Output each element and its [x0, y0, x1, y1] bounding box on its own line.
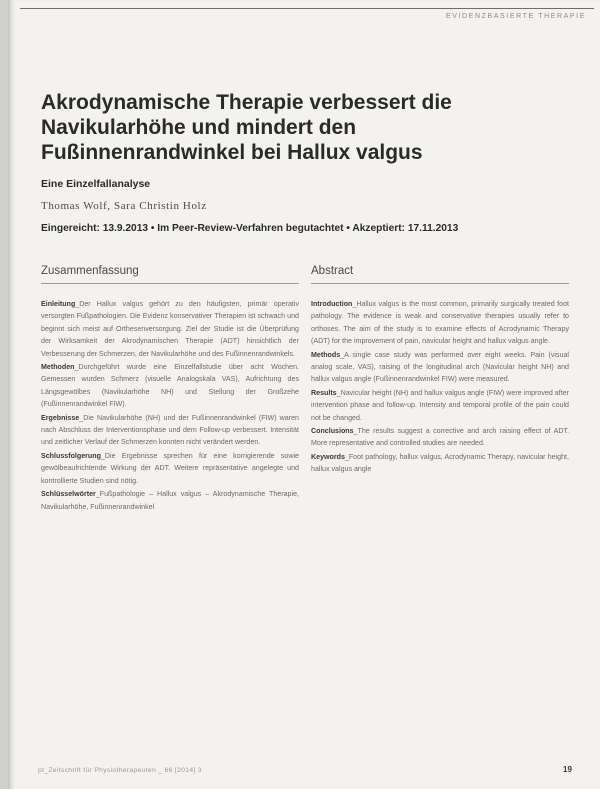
article-authors: Thomas Wolf, Sara Christin Holz: [41, 200, 207, 212]
paragraph-lead: Conclusions: [311, 427, 354, 436]
abstract-paragraph: [311, 425, 569, 450]
submission-dates: Eingereicht: 13.9.2013 • Im Peer-Review-Verfahren begutachtet • Akzeptiert: 17.11.2013: [41, 223, 459, 234]
abstract-paragraph: [311, 349, 569, 386]
article-title: Akrodynamische Therapie verbessert die Navikularhöhe und mindert den Fußinnenrandwinkel bei Hallux valgus: [41, 91, 452, 164]
section-kicker: EVIDENZBASIERTE THERAPIE: [445, 13, 586, 20]
document-page: [8, 0, 600, 789]
abstract-heading: Abstract: [311, 265, 569, 284]
paragraph-text: _Fußpathologie – Hallux valgus – Akrodynamische Therapie, Navikularhöhe, Fußinnenrandwinkel: [41, 490, 299, 511]
paragraph-text: _A single case study was performed over eight weeks. Pain (visual analog scale, VAS), raising of the longitudinal arch (Navicular height NH) and hallux valgus angle (Fußinnenrandwinkel FIW) were measured.: [311, 350, 569, 384]
abstract-column: [311, 265, 569, 477]
zusammenfassung-column: [41, 265, 299, 514]
header-rule: [20, 8, 594, 9]
abstract-paragraph: [311, 387, 569, 424]
paragraph-lead: Ergebnisse: [41, 413, 80, 422]
zusammenfassung-paragraph: [41, 488, 299, 513]
paragraph-lead: Methods: [311, 350, 341, 359]
paragraph-text: _Durchgeführt wurde eine Einzelfallstudie über acht Wochen. Gemessen wurden Schmerz (visuelle Analogskala VAS), Aufrichtung des Längsgewölbes (Navikularhöhe NH) und Stellung der Großzehe (Fußinnenrandwinkel FIW).: [41, 363, 299, 409]
paragraph-text: _Der Hallux valgus gehört zu den häufigsten, primär operativ versorgten Fußpathologien. Die Evidenz konservativer Therapien ist schwach und beginnt sich meist auf Orthesenversorgung. Ziel der Studie ist die Überprüfung der Wirksamkeit der Akrodynamischen Therapie (ADT) hinsichtlich der Verbesserung der Schmerzen, der Navikularhöhe und des Fußinnenrandwinkels.: [41, 300, 299, 358]
paragraph-text: _Hallux valgus is the most common, primarily surgically treated foot pathology. The evidence is weak and conservative therapies usually refer to orthoses. The aim of the study is to examine effects of Acrodynamic Therapy (ADT) for the improvement of pain, navicular height and hallux valgus angle.: [311, 300, 569, 346]
journal-citation: pt_Zeitschrift für Physiotherapeuten _ 66 [2014] 3: [38, 767, 202, 774]
paragraph-lead: Results: [311, 388, 337, 397]
paragraph-lead: Einleitung: [41, 300, 76, 308]
zusammenfassung-paragraph: [41, 450, 299, 487]
article-subtitle: Eine Einzelfallanalyse: [41, 178, 151, 190]
paragraph-text: _Foot pathology, hallux valgus, Acrodynamic Therapy, navicular height, hallux valgus angle: [311, 452, 569, 474]
zusammenfassung-paragraph: [41, 412, 299, 449]
paragraph-text: _Die Ergebnisse sprechen für eine korrigierende sowie gewölbeaufrichtende Wirkung der ADT. Weitere repräsentative angelegte und kontrollierte Studien sind nötig.: [41, 451, 299, 485]
paragraph-lead: Schlüsselwörter: [41, 490, 96, 499]
paragraph-lead: Schlussfolgerung: [41, 451, 101, 460]
paragraph-text: _Navicular height (NH) and hallux valgus angle (FIW) were improved after intervention phase and follow-up. Intensity and temporal profile of the pain could not be changed.: [311, 388, 569, 422]
paragraph-lead: Methoden: [41, 363, 75, 372]
abstract-paragraph: [311, 298, 569, 348]
zusammenfassung-paragraph: [41, 361, 299, 411]
page-number: 19: [563, 765, 572, 774]
abstract-paragraph: [311, 451, 569, 476]
zusammenfassung-heading: Zusammenfassung: [41, 265, 299, 284]
paragraph-text: _Die Navikularhöhe (NH) und der Fußinnenrandwinkel (FIW) waren nach Abschluss der Interventionsphase und dem Follow-up verbessert. Intensität und zeitlicher Verlauf der Schmerzen konnten nicht verändert werden.: [41, 413, 299, 447]
paragraph-lead: Keywords: [311, 452, 345, 461]
zusammenfassung-paragraph: [41, 298, 299, 360]
paragraph-text: _The results suggest a corrective and arch raising effect of ADT. More representative and controlled studies are needed.: [311, 427, 569, 448]
paragraph-lead: Introduction: [311, 300, 353, 308]
